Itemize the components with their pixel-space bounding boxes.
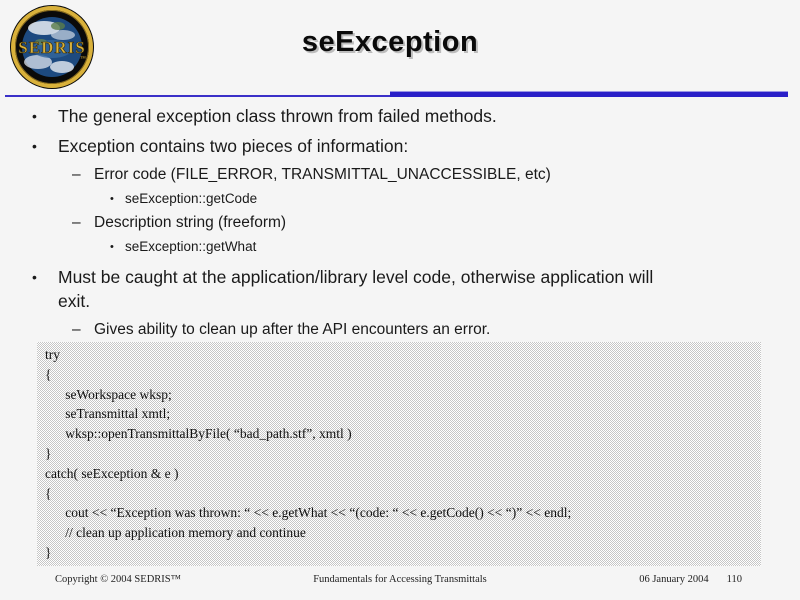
dash-marker: – — [72, 214, 81, 231]
bullet-item-level3 — [28, 237, 748, 257]
bullet-text: seException::getCode — [125, 191, 258, 206]
footer-copyright: Copyright © 2004 SEDRIS™ — [55, 574, 181, 585]
code-line: catch( seException & e ) — [45, 465, 179, 481]
bullet-text: Gives ability to clean up after the API encounters an error. — [94, 321, 491, 338]
bullet-marker: • — [32, 269, 37, 285]
bullet-item-level2 — [28, 319, 748, 341]
bullet-item-level1 — [28, 104, 748, 128]
bullet-text: Description string (freeform) — [94, 214, 287, 231]
bullet-marker: • — [110, 193, 114, 205]
footer-page-number: 110 — [726, 574, 742, 585]
bullet-text: seException::getWhat — [125, 239, 257, 254]
logo-tm-mark: ™ — [80, 56, 86, 62]
footer-date: 06 January 2004 — [639, 574, 709, 585]
logo-text: SEDRIS — [18, 38, 86, 57]
bullet-marker: • — [110, 241, 114, 253]
bullet-text: Must be caught at the application/library level code, otherwise application will exit. — [58, 267, 654, 311]
code-example-block — [37, 342, 761, 566]
footer-course-title: Fundamentals for Accessing Transmittals — [313, 574, 487, 585]
dash-marker: – — [72, 321, 81, 338]
code-line: // clean up application memory and continue — [45, 525, 306, 541]
code-line: seTransmittal xmtl; — [45, 406, 171, 422]
bullet-list — [28, 104, 748, 344]
bullet-item-level2 — [28, 164, 748, 186]
code-line: } — [45, 445, 52, 461]
dash-marker: – — [72, 166, 81, 183]
bullet-text: The general exception class thrown from failed methods. — [58, 106, 497, 126]
bullet-text: Error code (FILE_ERROR, TRANSMITTAL_UNACCESSIBLE, etc) — [94, 166, 551, 183]
bullet-item-level1 — [28, 265, 748, 313]
code-line: cout << “Exception was thrown: “ << e.getWhat << “(code: “ << e.getCode() << “)” << endl; — [45, 505, 572, 521]
bullet-marker: • — [32, 138, 37, 154]
bullet-item-level2 — [28, 212, 748, 234]
bullet-item-level1 — [28, 134, 748, 158]
title-divider-thick — [390, 91, 788, 97]
bullet-text: Exception contains two pieces of information: — [58, 136, 409, 156]
title-divider-thin — [5, 95, 393, 97]
footer-right-group — [639, 574, 742, 585]
bullet-marker: • — [32, 108, 37, 124]
code-line: { — [45, 366, 52, 382]
code-line: { — [45, 485, 52, 501]
code-line: } — [45, 544, 52, 560]
code-line: try — [45, 347, 60, 362]
slide-footer — [0, 571, 800, 591]
bullet-item-level3 — [28, 189, 748, 209]
slide-title: seException — [301, 26, 479, 58]
code-line: wksp::openTransmittalByFile( “bad_path.stf”, xmtl ) — [45, 426, 352, 442]
code-line: seWorkspace wksp; — [45, 386, 172, 402]
